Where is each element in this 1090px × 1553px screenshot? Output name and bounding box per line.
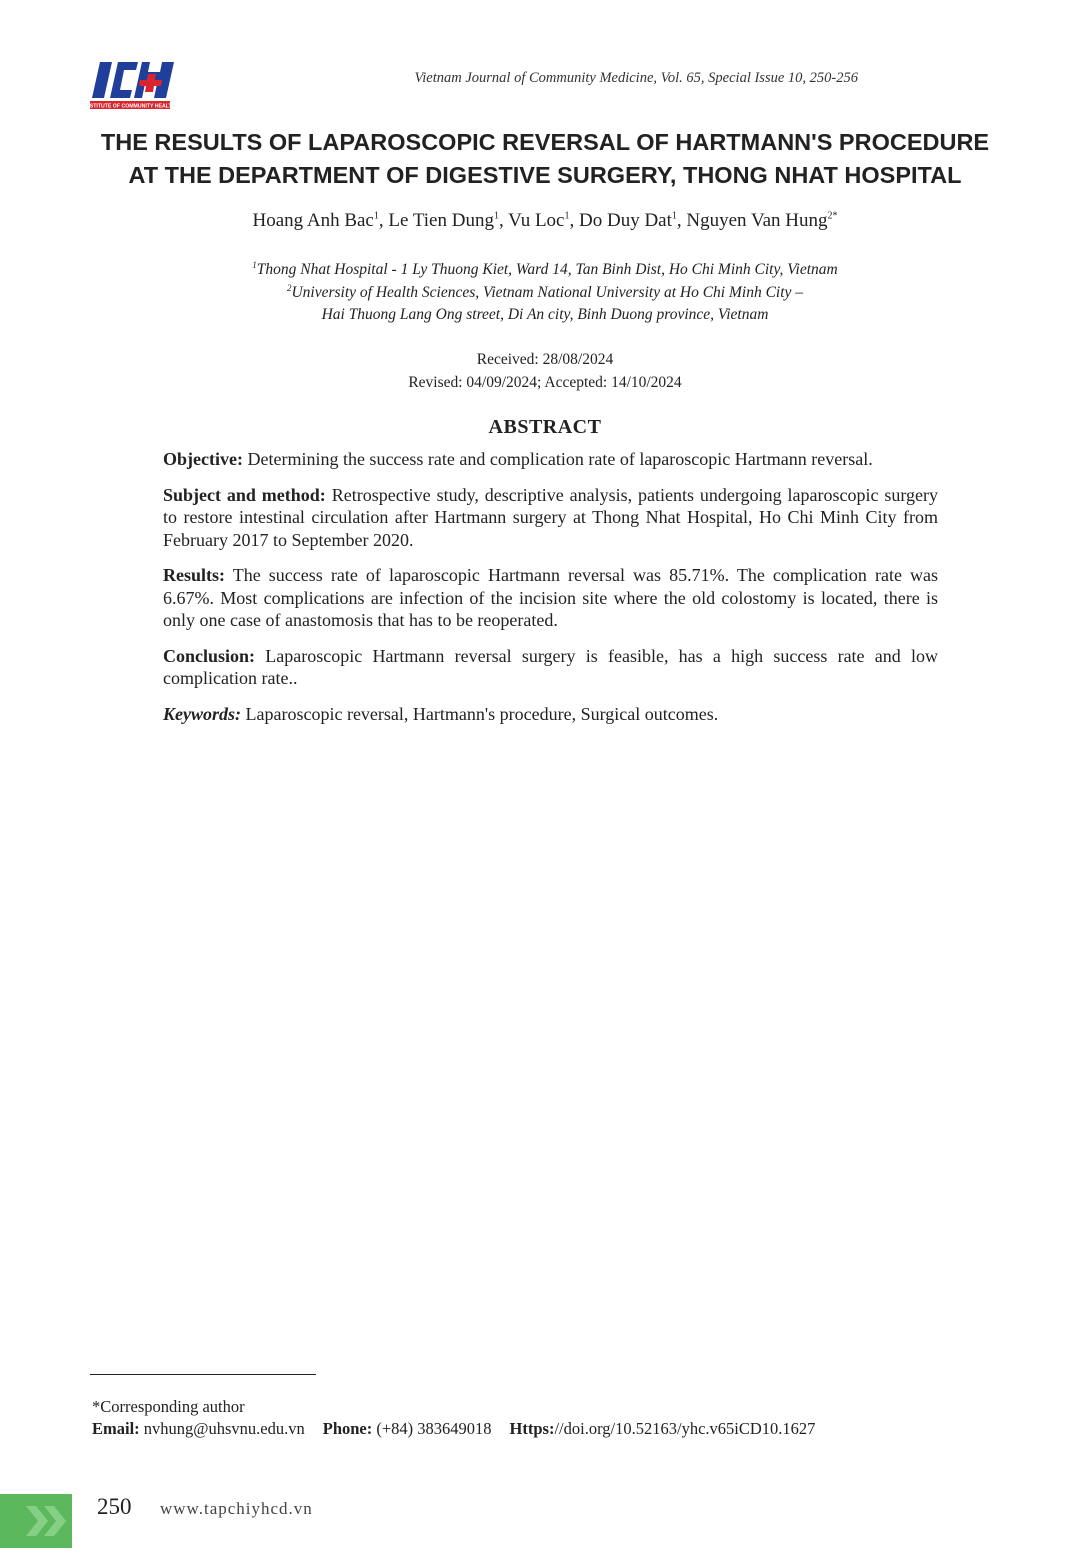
email-value[interactable]: nvhung@uhsvnu.edu.vn bbox=[139, 1419, 305, 1438]
email-label: Email: bbox=[92, 1419, 140, 1438]
section-text: Retrospective study, descriptive analysis, patients undergoing laparoscopic surgery to restore intestinal circulation after Hartmann surgery at Thong Nhat Hospital, Ho Chi Minh City from February 2017 to September 2020. bbox=[163, 484, 938, 550]
author-separator: , bbox=[378, 210, 389, 231]
article-title bbox=[40, 126, 1050, 192]
author-affiliation-mark: 2* bbox=[827, 210, 838, 222]
received-date: Received: 28/08/2024 bbox=[476, 351, 614, 368]
author-separator: , bbox=[569, 210, 579, 231]
author-name: Nguyen Van Hung bbox=[686, 210, 828, 231]
journal-logo bbox=[88, 58, 180, 112]
section-text: The success rate of laparoscopic Hartmann reversal was 85.71%. The complication rate was 6.67%. Most complications are infection of the incision site where the old colostomy is located, there is only one case of anastomosis that has to be reoperated. bbox=[163, 565, 938, 630]
doi-label: Https: bbox=[509, 1419, 555, 1438]
corresponding-author-note: *Corresponding author bbox=[92, 1397, 245, 1416]
abstract-method bbox=[163, 484, 938, 552]
contact-line bbox=[92, 1418, 815, 1440]
author-separator: , bbox=[498, 210, 509, 231]
author-name: Vu Loc bbox=[508, 210, 565, 231]
phone-value: (+84) 383649018 bbox=[372, 1419, 492, 1438]
section-label: Results: bbox=[163, 565, 225, 585]
title-line-1: THE RESULTS OF LAPAROSCOPIC REVERSAL OF HARTMANN'S PROCEDURE bbox=[100, 129, 990, 155]
ich-logo-icon bbox=[88, 58, 180, 112]
page-tab bbox=[0, 1494, 72, 1548]
affiliation-text: Thong Nhat Hospital - 1 Ly Thuong Kiet, Ward 14, Tan Binh Dist, Ho Chi Minh City, Vietnam bbox=[256, 261, 838, 278]
section-text: Laparoscopic Hartmann reversal surgery is feasible, has a high success rate and low complication rate.. bbox=[163, 645, 938, 688]
abstract-heading: ABSTRACT bbox=[488, 416, 602, 438]
affiliation-mark: 1 bbox=[252, 259, 257, 270]
author-affiliation-mark: 1 bbox=[671, 210, 677, 222]
author-name: Le Tien Dung bbox=[388, 210, 494, 231]
section-label: Conclusion: bbox=[163, 645, 256, 666]
author-affiliation-mark: 1 bbox=[564, 210, 570, 222]
abstract-body bbox=[163, 448, 938, 738]
footnote bbox=[92, 1396, 815, 1440]
article-dates bbox=[0, 349, 1090, 394]
abstract-objective bbox=[163, 448, 938, 471]
affiliations bbox=[0, 259, 1090, 327]
abstract-keywords bbox=[163, 703, 938, 726]
keywords-text: Laparoscopic reversal, Hartmann's procedure, Surgical outcomes. bbox=[241, 703, 719, 724]
author-list bbox=[0, 210, 1090, 232]
affiliation-2 bbox=[0, 282, 1090, 305]
affiliation-text: University of Health Sciences, Vietnam National University at Ho Chi Minh City – bbox=[291, 283, 804, 301]
author-affiliation-mark: 1 bbox=[373, 210, 379, 222]
keywords-label: Keywords: bbox=[163, 703, 241, 724]
title-line-2: AT THE DEPARTMENT OF DIGESTIVE SURGERY, THONG NHAT HOSPITAL bbox=[128, 162, 962, 188]
author-name: Hoang Anh Bac bbox=[252, 210, 374, 231]
section-label: Objective: bbox=[163, 449, 243, 469]
abstract-results bbox=[163, 564, 938, 632]
section-text: Determining the success rate and complication rate of laparoscopic Hartmann reversal. bbox=[242, 449, 873, 469]
svg-text:INSTITUTE OF COMMUNITY HEALTH: INSTITUTE OF COMMUNITY HEALTH bbox=[88, 103, 176, 110]
author-name: Do Duy Dat bbox=[579, 210, 672, 231]
footnote-divider bbox=[90, 1374, 316, 1375]
affiliation-2-continued: Hai Thuong Lang Ong street, Di An city, Binh Duong province, Vietnam bbox=[321, 306, 769, 323]
page-number: 250 bbox=[97, 1494, 132, 1519]
double-chevron-right-icon bbox=[0, 1494, 72, 1548]
website-link[interactable]: www.tapchiyhcd.vn bbox=[160, 1499, 313, 1518]
author-affiliation-mark: 1 bbox=[493, 210, 499, 222]
doi-link[interactable]: //doi.org/10.52163/yhc.v65iCD10.1627 bbox=[554, 1419, 816, 1438]
revised-accepted-dates: Revised: 04/09/2024; Accepted: 14/10/2024 bbox=[408, 373, 682, 391]
journal-citation: Vietnam Journal of Community Medicine, Vol. 65, Special Issue 10, 250-256 bbox=[414, 70, 858, 86]
section-label: Subject and method: bbox=[163, 484, 326, 505]
affiliation-mark: 2 bbox=[286, 282, 292, 293]
abstract-conclusion bbox=[163, 645, 938, 690]
affiliation-1 bbox=[0, 259, 1090, 282]
phone-label: Phone: bbox=[322, 1419, 373, 1438]
author-separator: , bbox=[676, 210, 687, 231]
